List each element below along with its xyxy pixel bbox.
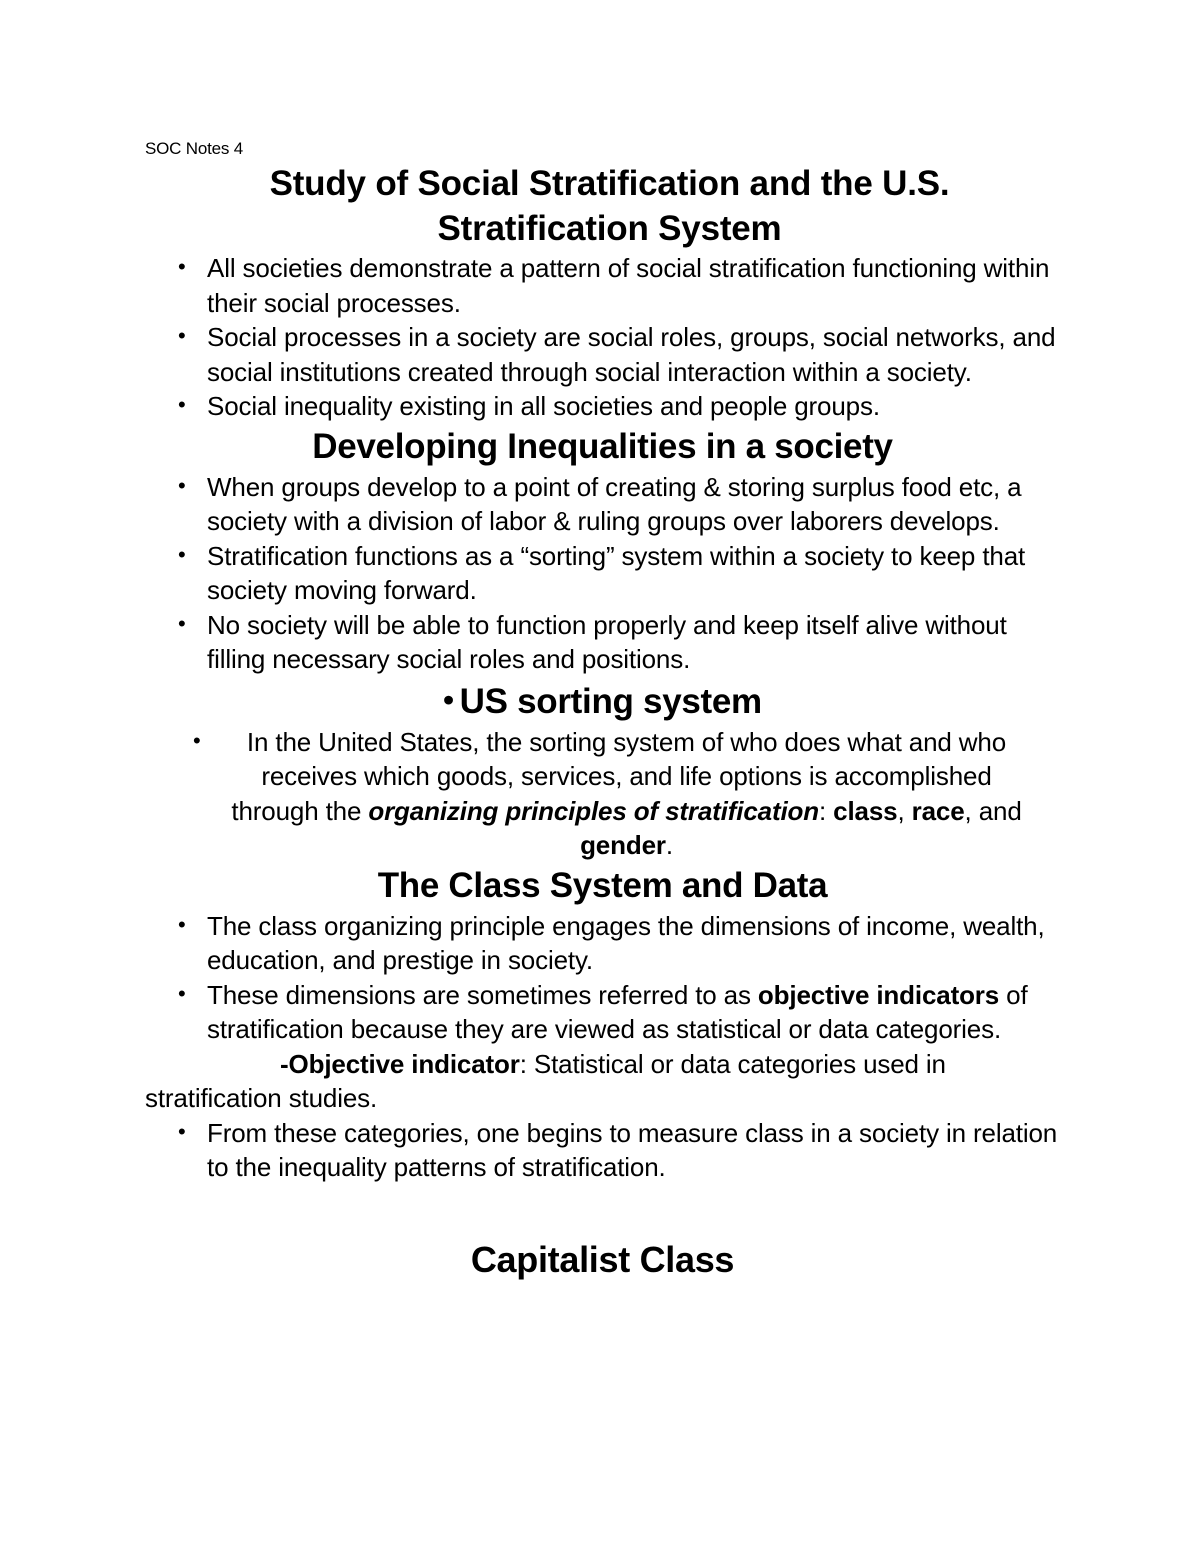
list-item: • From these categories, one begins to measure class in a society in relation to the inequality patterns of stratification.: [145, 1116, 1060, 1185]
bullet-dot-icon: •: [443, 681, 454, 717]
paragraph-part-3: .: [665, 830, 673, 860]
list-item: [145, 725, 1060, 863]
us-sorting-paragraph-list: [145, 725, 1060, 863]
list-item: • When groups develop to a point of creating & storing surplus food etc, a society with a division of labor & ruling groups over laborers develops.: [145, 470, 1060, 539]
section-heading-class-system-and-data: The Class System and Data: [377, 865, 828, 905]
class-system-bullet-list-continued: [145, 1116, 1060, 1185]
term-race: race: [911, 795, 965, 826]
bullet-part-2: of stratification because they are viewed as statistical or data categories.: [207, 979, 1028, 1044]
separator-2: , and: [964, 795, 1022, 826]
section-heading-us-sorting-system: [145, 677, 1060, 725]
paragraph-part-1: In the United States, the sorting system of who does what and who receives which goods, services, and life options is accomplished through the: [231, 726, 1007, 826]
term-gender: gender: [580, 830, 666, 860]
list-item: • The class organizing principle engages the dimensions of income, wealth, education, and prestige in society.: [145, 909, 1060, 978]
paragraph-part-2: :: [819, 795, 834, 826]
document-label: SOC Notes 4: [145, 139, 243, 158]
list-item: [145, 978, 1060, 1047]
intro-bullet-list: [145, 251, 1060, 424]
emphasis-organizing-principles: organizing principles of stratification: [368, 795, 819, 826]
page-title: [145, 161, 1060, 251]
separator-1: ,: [897, 795, 912, 826]
list-item: • Social inequality existing in all societies and people groups.: [145, 389, 1060, 424]
spacer: [145, 1185, 1060, 1237]
page-title-line-2: Stratification System: [437, 209, 782, 248]
bullet-part-1: These dimensions are sometimes referred to as: [207, 979, 758, 1010]
definition-continuation: stratification studies.: [145, 1083, 378, 1113]
definition-term: -Objective indicator: [280, 1048, 520, 1079]
term-class: class: [833, 795, 898, 826]
objective-indicator-definition: [145, 1047, 1060, 1116]
definition-text: : Statistical or data categories used in: [519, 1048, 946, 1079]
list-item: • All societies demonstrate a pattern of social stratification functioning within their social processes.: [145, 251, 1060, 320]
list-item: • Social processes in a society are social roles, groups, social networks, and social institutions created through social interaction within a society.: [145, 320, 1060, 389]
developing-inequalities-bullet-list: [145, 470, 1060, 677]
list-item: • No society will be able to function properly and keep itself alive without filling necessary social roles and positions.: [145, 608, 1060, 677]
class-system-bullet-list: [145, 909, 1060, 1047]
section-heading-capitalist-class: Capitalist Class: [470, 1238, 735, 1280]
section-heading-developing-inequalities: Developing Inequalities in a society: [312, 426, 893, 466]
list-item: • Stratification functions as a “sorting” system within a society to keep that society moving forward.: [145, 539, 1060, 608]
term-objective-indicators: objective indicators: [757, 979, 1000, 1010]
section-heading-label: US sorting system: [459, 681, 762, 721]
page-title-line-1: Study of Social Stratification and the U.S.: [269, 164, 950, 203]
